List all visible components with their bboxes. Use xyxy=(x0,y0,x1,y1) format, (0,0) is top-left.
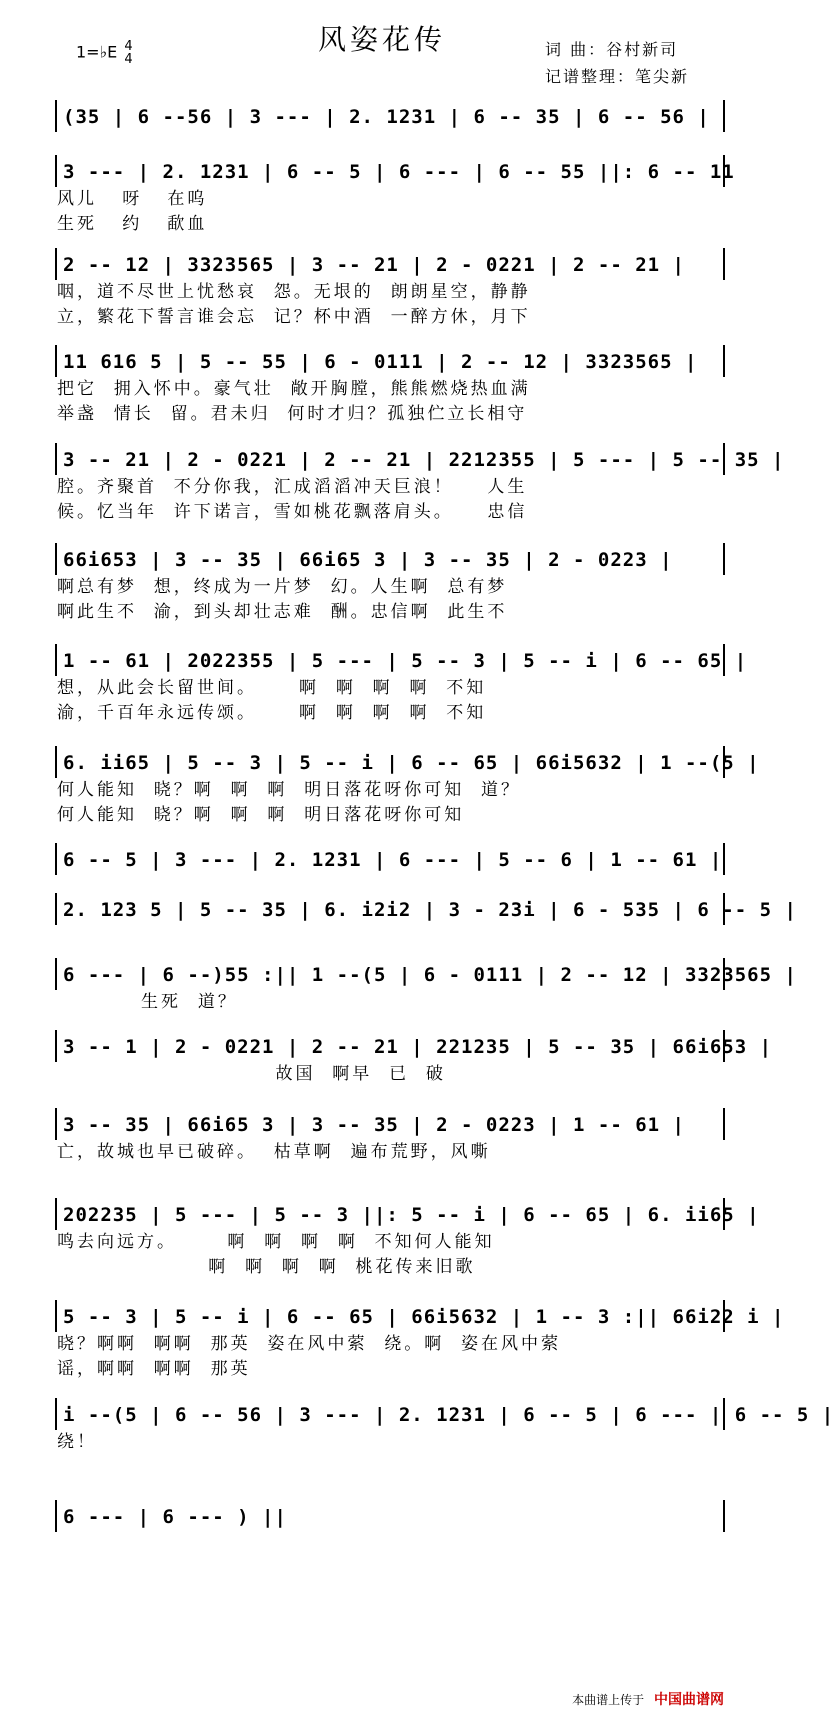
footer xyxy=(572,1689,724,1709)
score-row xyxy=(55,1030,773,1087)
lyric-line: 啊此生不 渝，到头却壮志难 酬。忠信啊 此生不 xyxy=(57,602,508,622)
notes-text: 6 --- | 6 --)55 :|| 1 --(5 | 6 - 0111 | 2 -- 12 | 3323565 | xyxy=(63,964,797,986)
score-row xyxy=(55,100,725,132)
lyric-line: 谣，啊啊 啊啊 那英 xyxy=(57,1359,251,1379)
lyric-line: 啊 啊 啊 啊 桃花传来旧歌 xyxy=(57,1257,476,1277)
lyric-line: 绕！ xyxy=(57,1432,97,1452)
notes-line xyxy=(55,1500,725,1532)
score-row xyxy=(55,1198,760,1280)
notes-text: 3 -- 35 | 66i65 3 | 3 -- 35 | 2 - 0223 | 1 -- 61 | xyxy=(63,1114,685,1136)
key-signature xyxy=(76,40,133,66)
lyric-line: 故国 啊早 已 破 xyxy=(57,1064,446,1084)
site-logo: 中国曲谱网 xyxy=(654,1692,724,1708)
notes-text: 3 -- 21 | 2 - 0221 | 2 -- 21 | 2212355 | 5 --- | 5 -- 35 | xyxy=(63,449,785,471)
notes-line xyxy=(55,100,725,132)
notes-text: 6. ii65 | 5 -- 3 | 5 -- i | 6 -- 65 | 66i5632 | 1 --(5 | xyxy=(63,752,760,774)
score-row xyxy=(55,345,725,427)
notes-line xyxy=(55,1030,773,1062)
time-top: 4 xyxy=(124,39,133,54)
score-row xyxy=(55,443,785,525)
notes-text: 1 -- 61 | 2022355 | 5 --- | 5 -- 3 | 5 -- i | 6 -- 65 | xyxy=(63,650,748,672)
score-row xyxy=(55,958,797,1015)
credit-transcriber: 记谱整理：笔尖新 xyxy=(545,67,690,86)
notes-line xyxy=(55,345,725,377)
score-row xyxy=(55,1500,725,1532)
notes-line xyxy=(55,443,785,475)
notes-text: 2 -- 12 | 3323565 | 3 -- 21 | 2 - 0221 | 2 -- 21 | xyxy=(63,254,685,276)
lyric-line: 生死 约 歃血 xyxy=(57,214,208,234)
notes-line xyxy=(55,248,725,280)
notes-line xyxy=(55,1108,725,1140)
notes-text: 202235 | 5 --- | 5 -- 3 ||: 5 -- i | 6 -- 65 | 6. ii65 | xyxy=(63,1204,760,1226)
notes-line xyxy=(55,893,797,925)
notes-line xyxy=(55,1300,785,1332)
score-row xyxy=(55,248,725,330)
credit-composer: 词 曲：谷村新司 xyxy=(545,40,679,59)
notes-text: 2. 123 5 | 5 -- 35 | 6. i2i2 | 3 - 23i | 6 - 535 | 6 -- 5 | xyxy=(63,899,797,921)
score-row xyxy=(55,1108,725,1165)
lyric-line: 立，繁花下誓言谁会忘 记？杯中酒 一醉方休，月下 xyxy=(57,307,531,327)
lyric-line: 腔。齐聚首 不分你我，汇成滔滔冲天巨浪！ 人生 xyxy=(57,477,528,497)
lyric-line: 亡，故城也早已破碎。 枯草啊 遍布荒野，风嘶 xyxy=(57,1142,491,1162)
lyric-line: 举盏 情长 留。君未归 何时才归？孤独伫立长相守 xyxy=(57,404,528,424)
score-row xyxy=(55,893,797,925)
lyric-line: 何人能知 晓？啊 啊 啊 明日落花呀你可知 道？ xyxy=(57,780,522,800)
time-signature xyxy=(124,40,132,66)
notes-text: 66i653 | 3 -- 35 | 66i65 3 | 3 -- 35 | 2 - 0223 | xyxy=(63,549,673,571)
credits xyxy=(545,36,689,90)
lyric-line: 晓？啊啊 啊啊 那英 姿在风中萦 绕。啊 姿在风中萦 xyxy=(57,1334,562,1354)
score-row xyxy=(55,155,735,237)
lyric-line: 风儿 呀 在呜 xyxy=(57,189,208,209)
lyric-line: 啊总有梦 想，终成为一片梦 幻。人生啊 总有梦 xyxy=(57,577,508,597)
notes-line xyxy=(55,1398,834,1430)
lyric-line: 候。忆当年 许下诺言，雪如桃花飘落肩头。 忠信 xyxy=(57,502,528,522)
score-row xyxy=(55,843,725,875)
notes-text: 6 --- | 6 --- ) || xyxy=(63,1506,287,1528)
score-row xyxy=(55,543,725,625)
notes-line xyxy=(55,644,748,676)
key-label: 1=♭E xyxy=(76,42,118,62)
song-title: 风姿花传 xyxy=(317,23,446,56)
lyric-line: 咽，道不尽世上忧愁哀 怨。无垠的 朗朗星空，静静 xyxy=(57,282,531,302)
notes-line xyxy=(55,746,760,778)
notes-text: 5 -- 3 | 5 -- i | 6 -- 65 | 66i5632 | 1 -- 3 :|| 66i22 i | xyxy=(63,1306,785,1328)
lyric-line: 想，从此会长留世间。 啊 啊 啊 啊 不知 xyxy=(57,678,487,698)
score-row xyxy=(55,1398,834,1455)
score-row xyxy=(55,1300,785,1382)
score-row xyxy=(55,644,748,726)
notes-text: 11 616 5 | 5 -- 55 | 6 - 0111 | 2 -- 12 | 3323565 | xyxy=(63,351,698,373)
notes-text: 3 -- 1 | 2 - 0221 | 2 -- 21 | 221235 | 5 -- 35 | 66i653 | xyxy=(63,1036,773,1058)
lyric-line: 把它 拥入怀中。豪气壮 敞开胸膛，熊熊燃烧热血满 xyxy=(57,379,531,399)
lyric-line: 鸣去向远方。 啊 啊 啊 啊 不知何人能知 xyxy=(57,1232,495,1252)
score-row xyxy=(55,746,760,828)
notes-line xyxy=(55,543,725,575)
lyric-line: 生死 道？ xyxy=(57,992,238,1012)
notes-text: 3 --- | 2. 1231 | 6 -- 5 | 6 --- | 6 -- 55 ||: 6 -- 11 xyxy=(63,161,735,183)
notes-text: i --(5 | 6 -- 56 | 3 --- | 2. 1231 | 6 -- 5 | 6 --- | 6 -- 5 | xyxy=(63,1404,834,1426)
notes-line xyxy=(55,843,725,875)
lyric-line: 渝，千百年永远传颂。 啊 啊 啊 啊 不知 xyxy=(57,703,487,723)
notes-line xyxy=(55,958,797,990)
time-bottom: 4 xyxy=(124,52,133,67)
notes-text: (35 | 6 --56 | 3 --- | 2. 1231 | 6 -- 35 | 6 -- 56 | xyxy=(63,106,710,128)
upload-note: 本曲谱上传于 xyxy=(572,1693,645,1707)
notes-line xyxy=(55,1198,760,1230)
lyric-line: 何人能知 晓？啊 啊 啊 明日落花呀你可知 xyxy=(57,805,465,825)
notes-line xyxy=(55,155,735,187)
notes-text: 6 -- 5 | 3 --- | 2. 1231 | 6 --- | 5 -- 6 | 1 -- 61 | xyxy=(63,849,723,871)
